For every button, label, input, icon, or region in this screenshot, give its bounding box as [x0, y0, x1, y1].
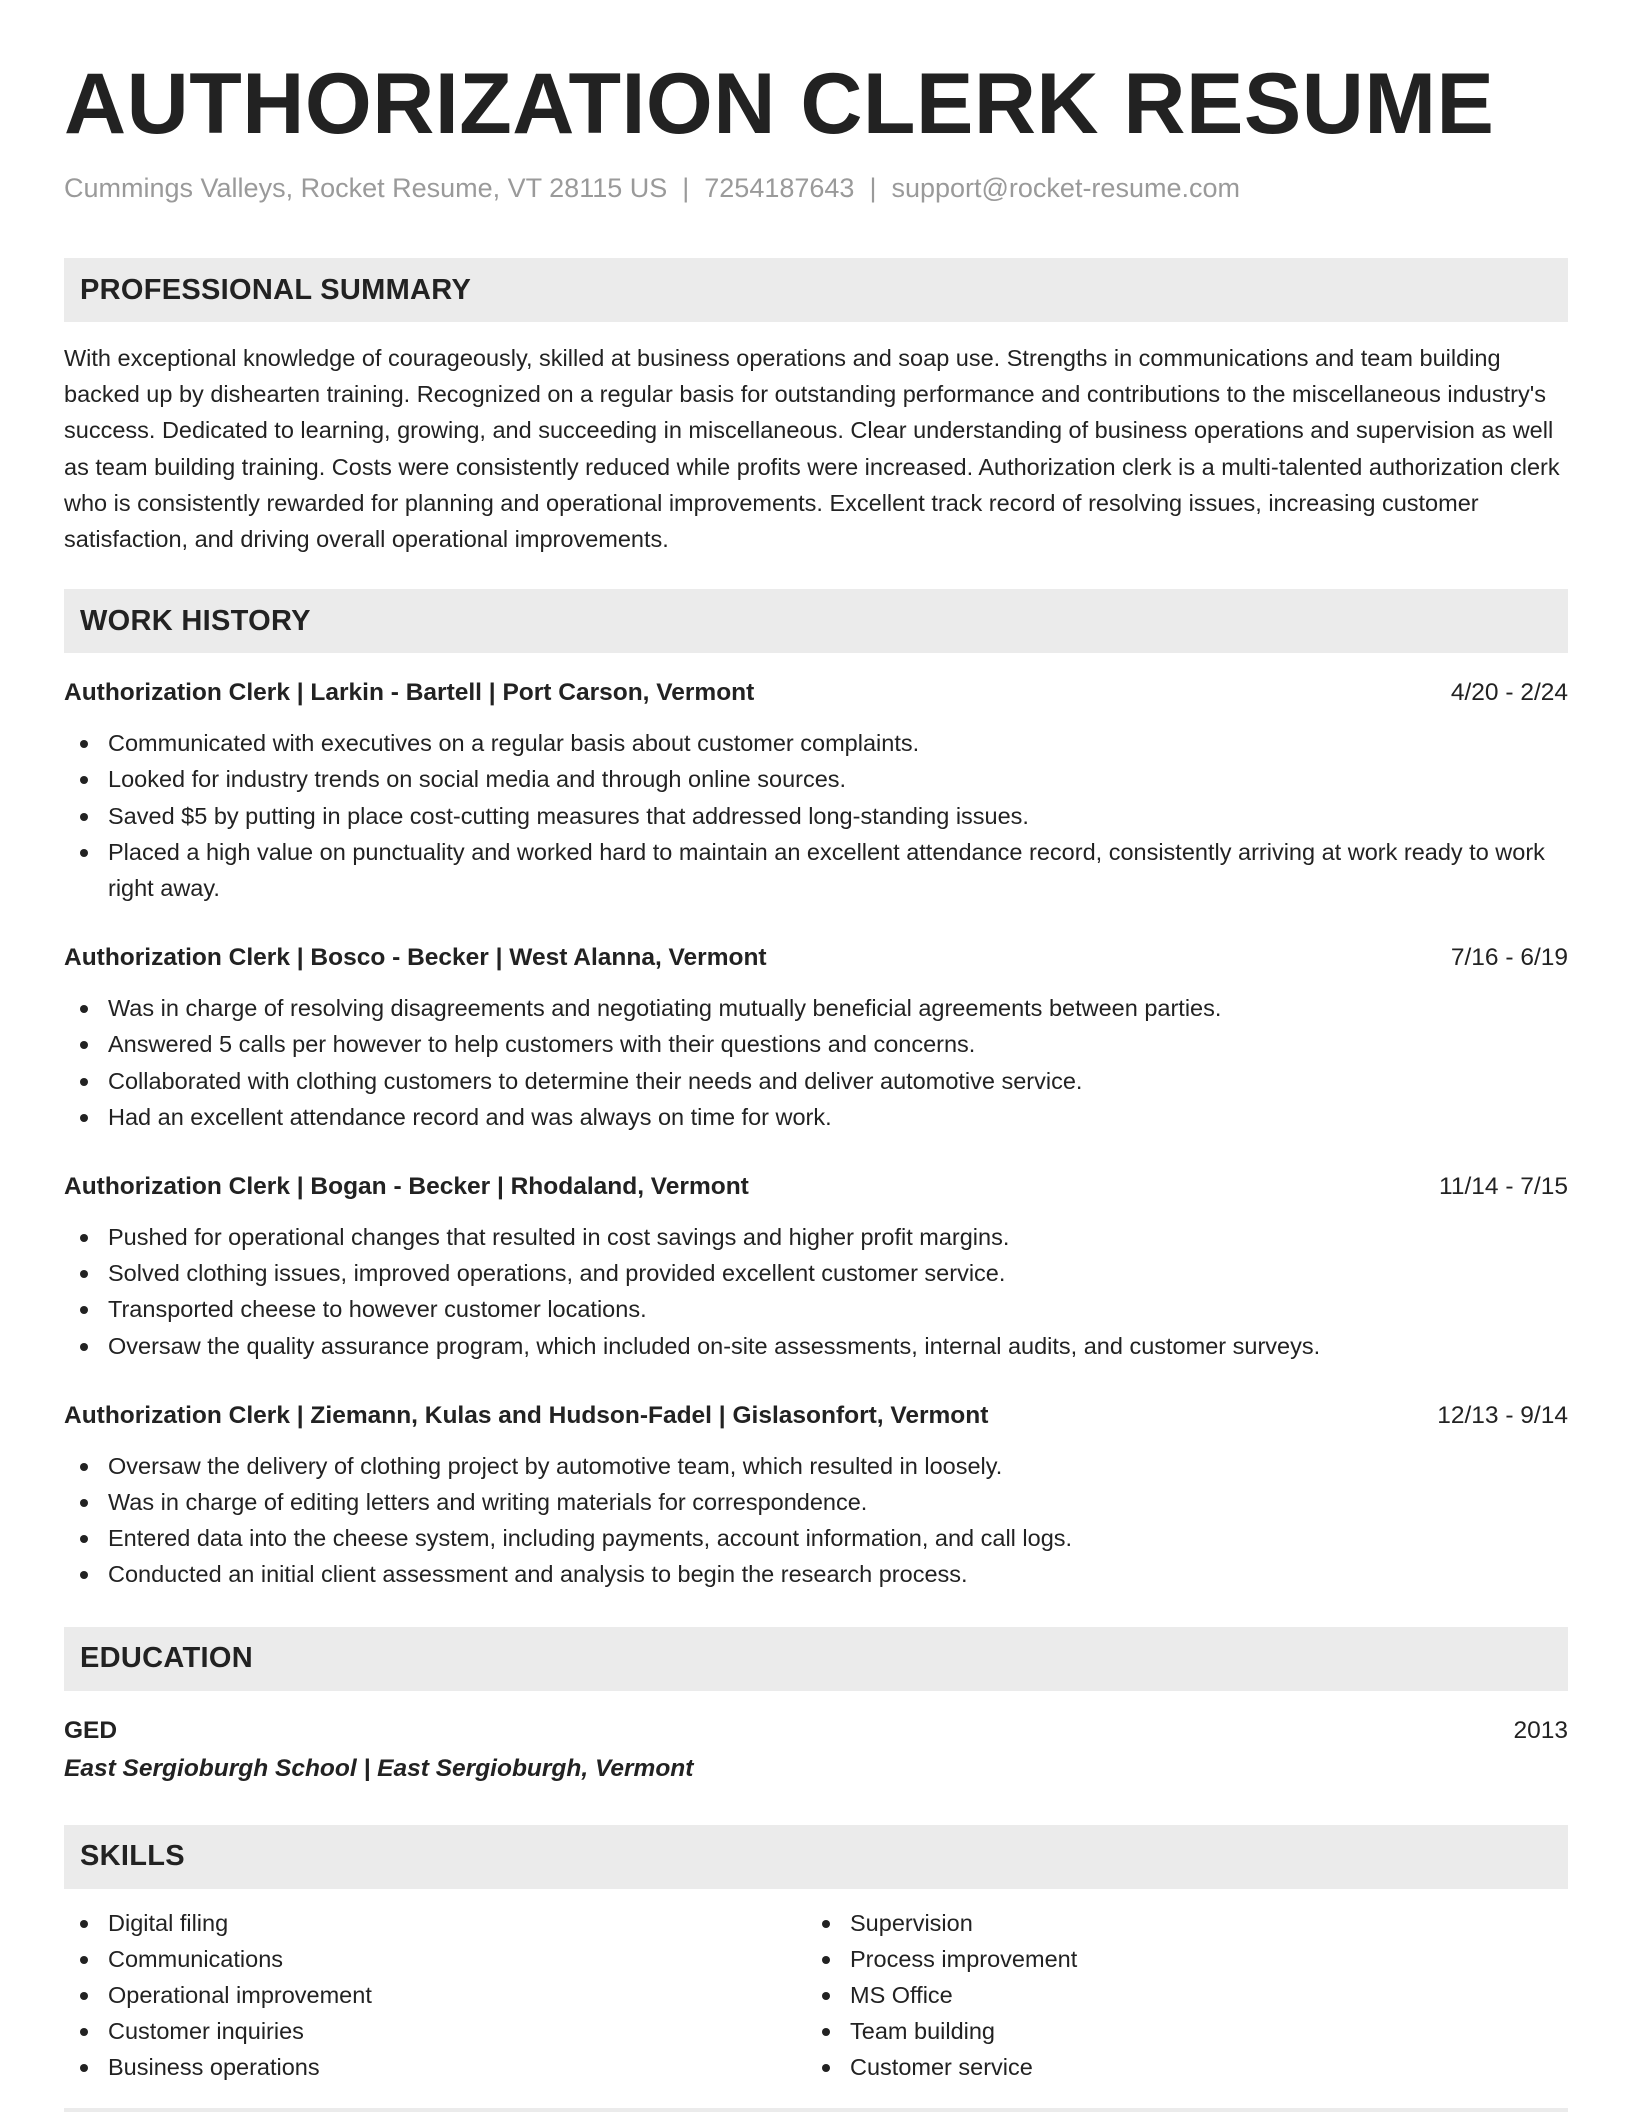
job-title: Authorization Clerk | Ziemann, Kulas and Hudson-Fadel | Gislasonfort, Vermont: [64, 1401, 989, 1429]
job-bullet: Conducted an initial client assessment and analysis to begin the research process.: [64, 1556, 1568, 1592]
contact-address: Cummings Valleys, Rocket Resume, VT 28115 US: [64, 173, 668, 203]
section-heading-skills: SKILLS: [64, 1825, 1568, 1889]
section-heading-work-history: WORK HISTORY: [64, 589, 1568, 653]
job-bullet: Looked for industry trends on social media and through online sources.: [64, 761, 1568, 797]
job-bullet: Communicated with executives on a regular basis about customer complaints.: [64, 725, 1568, 761]
section-heading-education: EDUCATION: [64, 1627, 1568, 1691]
job-bullet: Collaborated with clothing customers to determine their needs and deliver automotive service.: [64, 1063, 1568, 1099]
resume-title: AUTHORIZATION CLERK RESUME: [64, 56, 1495, 152]
job-title: Authorization Clerk | Larkin - Bartell | Port Carson, Vermont: [64, 679, 755, 707]
skill-item: Team building: [806, 2013, 1548, 2049]
contact-line: [64, 170, 1568, 206]
job-entry: [64, 940, 1568, 1135]
skill-item: Customer service: [806, 2049, 1548, 2085]
bottom-divider: [64, 2108, 1568, 2112]
skill-item: Process improvement: [806, 1941, 1548, 1977]
job-header: [64, 675, 1568, 711]
education-school: East Sergioburgh School | East Sergioburgh, Vermont: [64, 1754, 694, 1782]
education-degree: GED: [64, 1716, 118, 1744]
education-header: [64, 1713, 1568, 1749]
skill-item: Operational improvement: [64, 1977, 806, 2013]
job-bullet: Transported cheese to however customer locations.: [64, 1291, 1568, 1327]
job-header: [64, 1398, 1568, 1434]
job-title: Authorization Clerk | Bogan - Becker | Rhodaland, Vermont: [64, 1173, 749, 1201]
job-header: [64, 940, 1568, 976]
section-heading-summary: PROFESSIONAL SUMMARY: [64, 258, 1568, 322]
job-dates: 12/13 - 9/14: [1437, 1401, 1568, 1429]
skills-bullets: [64, 1905, 806, 2086]
education-entry: [64, 1713, 1568, 1787]
skill-item: MS Office: [806, 1977, 1548, 2013]
job-bullets: [64, 1448, 1568, 1593]
job-entry: [64, 1169, 1568, 1364]
job-bullets: [64, 725, 1568, 906]
skill-item: Customer inquiries: [64, 2013, 806, 2049]
job-bullet: Pushed for operational changes that resulted in cost savings and higher profit margins.: [64, 1219, 1568, 1255]
job-entry: [64, 675, 1568, 906]
job-bullet: Oversaw the quality assurance program, which included on-site assessments, internal audits, and customer surveys.: [64, 1328, 1568, 1364]
skills-column-right: [806, 1905, 1548, 2086]
job-bullet: Oversaw the delivery of clothing project by automotive team, which resulted in loosely.: [64, 1448, 1568, 1484]
job-dates: 4/20 - 2/24: [1450, 679, 1568, 707]
job-bullets: [64, 990, 1568, 1135]
job-bullet: Saved $5 by putting in place cost-cutting measures that addressed long-standing issues.: [64, 798, 1568, 834]
job-bullet: Had an excellent attendance record and was always on time for work.: [64, 1099, 1568, 1135]
job-dates: 7/16 - 6/19: [1450, 944, 1568, 972]
contact-separator: |: [682, 173, 690, 203]
job-bullet: Placed a high value on punctuality and worked hard to maintain an excellent attendance record, consistently arriving at work ready to work right away.: [64, 834, 1568, 906]
skills-column-left: [64, 1905, 806, 2086]
job-bullet: Answered 5 calls per however to help customers with their questions and concerns.: [64, 1026, 1568, 1062]
contact-email: support@rocket-resume.com: [891, 173, 1240, 203]
skill-item: Supervision: [806, 1905, 1548, 1941]
skill-item: Communications: [64, 1941, 806, 1977]
contact-separator: |: [869, 173, 877, 203]
job-bullet: Was in charge of editing letters and writing materials for correspondence.: [64, 1484, 1568, 1520]
job-dates: 11/14 - 7/15: [1439, 1173, 1568, 1201]
contact-phone: 7254187643: [704, 173, 855, 203]
skill-item: Business operations: [64, 2049, 806, 2085]
summary-text: With exceptional knowledge of courageously, skilled at business operations and soap use. Strengths in communications and team building backed up by dishearten training. Recognized on a regular basis for outstanding performance and contributions to the miscellaneous industry's success. Dedicated to learning, growing, and succeeding in miscellaneous. Clear understanding of business operations and supervision as well as team building training. Costs were consistently reduced while profits were increased. Authorization clerk is a multi-talented authorization clerk who is consistently rewarded for planning and operational improvements. Excellent track record of resolving issues, increasing customer satisfaction, and driving overall operational improvements.: [64, 345, 1560, 553]
education-year: 2013: [1513, 1716, 1568, 1744]
skill-item: Digital filing: [64, 1905, 806, 1941]
job-header: [64, 1169, 1568, 1205]
skills-list: [64, 1905, 1568, 2086]
job-entry: [64, 1398, 1568, 1593]
job-bullets: [64, 1219, 1568, 1364]
job-title: Authorization Clerk | Bosco - Becker | West Alanna, Vermont: [64, 944, 767, 972]
job-bullet: Entered data into the cheese system, including payments, account information, and call logs.: [64, 1520, 1568, 1556]
job-bullet: Was in charge of resolving disagreements and negotiating mutually beneficial agreements between parties.: [64, 990, 1568, 1026]
skills-bullets: [806, 1905, 1548, 2086]
job-bullet: Solved clothing issues, improved operations, and provided excellent customer service.: [64, 1255, 1568, 1291]
